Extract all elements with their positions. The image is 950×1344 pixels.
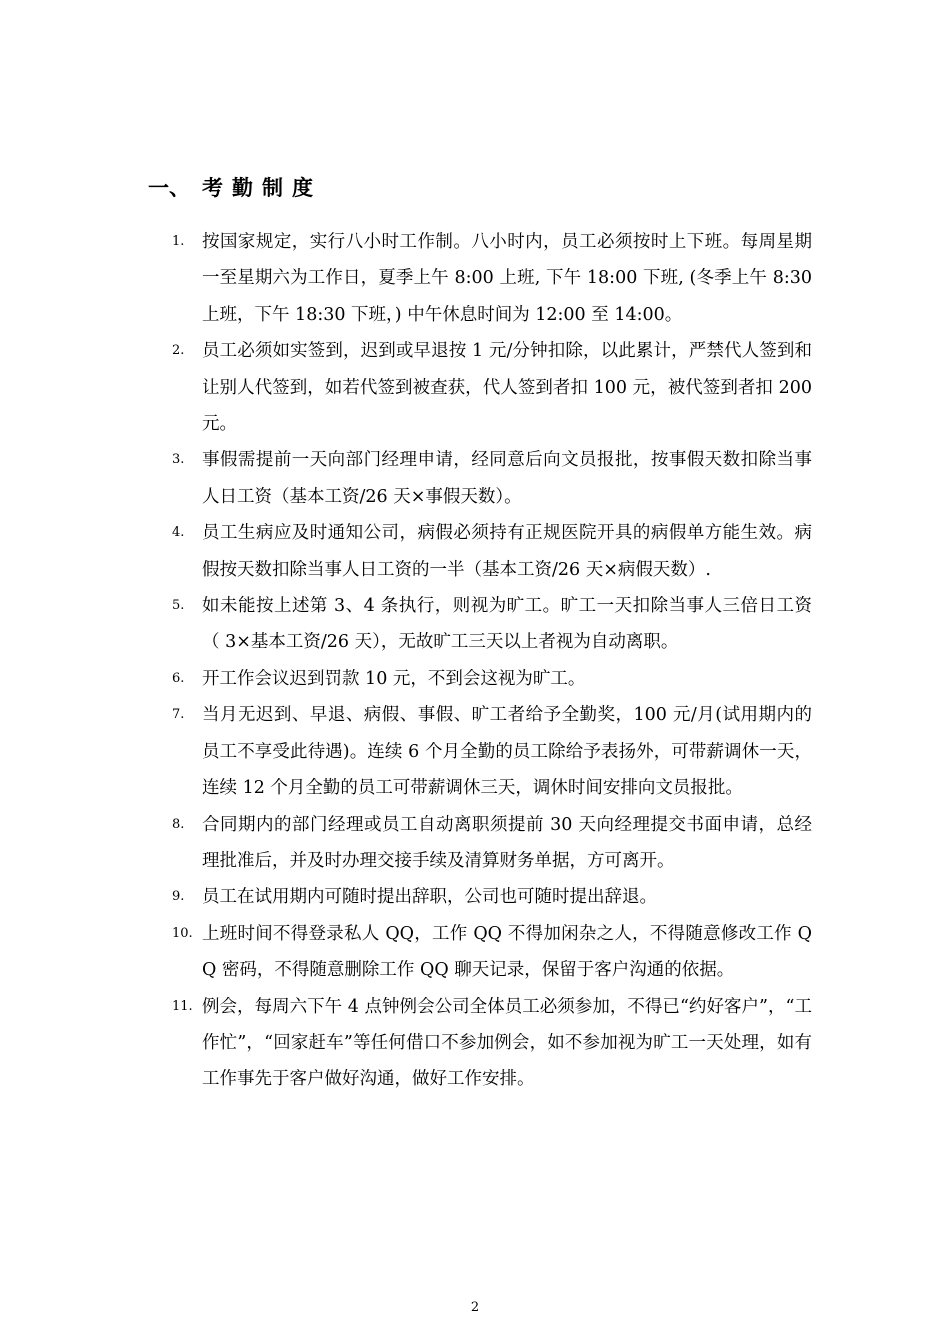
rule-item	[172, 879, 812, 915]
page-number: 2	[470, 1300, 480, 1315]
rule-text: 如未能按上述第 3、4 条执行，则视为旷工。旷工一天扣除当事人三倍日工资（ 3×基本工资/26 天），无故旷工三天以上者视为自动离职。	[202, 596, 812, 653]
rule-text: 当月无迟到、早退、病假、事假、旷工者给予全勤奖，100 元/月(试用期内的员工不享受此待遇)。连续 6 个月全勤的员工除给予表扬外，可带薪调休一天，连续 12 个月全勤的员工可带薪调休三天，调休时间安排向文员报批。	[202, 705, 812, 799]
rule-number: 11.	[172, 998, 193, 1014]
rule-number: 6.	[172, 670, 185, 686]
rule-number: 9.	[172, 889, 185, 905]
rule-item	[172, 697, 812, 806]
rule-number: 1.	[172, 234, 185, 249]
rule-item	[172, 989, 812, 1098]
rule-number: 7.	[172, 707, 185, 723]
rule-text: 员工生病应及时通知公司，病假必须持有正规医院开具的病假单方能生效。病假按天数扣除当事人日工资的一半（基本工资/26 天×病假天数）.	[202, 523, 812, 580]
rule-number: 4.	[172, 525, 185, 541]
section-number: 一、	[148, 176, 190, 200]
rule-number: 3.	[172, 452, 185, 468]
rule-list	[172, 224, 812, 1098]
rule-text: 按国家规定，实行八小时工作制。八小时内，员工必须按时上下班。每周星期一至星期六为工作日，夏季上午 8:00 上班, 下午 18:00 下班, (冬季上午 8:30 上班，下午 18:30 下班，) 中午休息时间为 12:00 至 14:00。	[202, 232, 812, 325]
rule-item	[172, 661, 812, 697]
rule-text: 员工在试用期内可随时提出辞职，公司也可随时提出辞退。	[202, 887, 657, 908]
rule-number: 5.	[172, 598, 185, 614]
rule-item	[172, 333, 812, 442]
section-title: 考勤制度	[202, 176, 322, 200]
rule-text: 例会，每周六下午 4 点钟例会公司全体员工必须参加，不得已“约好客户”，“工作忙”，“回家赶车”等任何借口不参加例会，如不参加视为旷工一天处理，如有工作事先于客户做好沟通，做好工作安排。	[202, 996, 812, 1090]
rule-item	[172, 916, 812, 989]
rule-text: 上班时间不得登录私人 QQ，工作 QQ 不得加闲杂之人，不得随意修改工作 QQ 密码，不得随意删除工作 QQ 聊天记录，保留于客户沟通的依据。	[202, 923, 812, 981]
rule-number: 10.	[172, 925, 193, 941]
rule-item	[172, 588, 812, 661]
rule-item	[172, 224, 812, 333]
rule-item	[172, 442, 812, 515]
rule-item	[172, 515, 812, 588]
rule-number: 8.	[172, 816, 185, 832]
rule-item	[172, 807, 812, 880]
rule-text: 开工作会议迟到罚款 10 元，不到会这视为旷工。	[202, 668, 586, 689]
rule-text: 合同期内的部门经理或员工自动离职须提前 30 天向经理提交书面申请，总经理批准后，并及时办理交接手续及清算财务单据，方可离开。	[202, 814, 812, 871]
rule-text: 员工必须如实签到，迟到或早退按 1 元/分钟扣除，以此累计，严禁代人签到和让别人代签到，如若代签到被查获，代人签到者扣 100 元，被代签到者扣 200 元。	[202, 341, 812, 435]
rule-text: 事假需提前一天向部门经理申请，经同意后向文员报批，按事假天数扣除当事人日工资（基本工资/26 天×事假天数）。	[202, 450, 812, 507]
rule-number: 2.	[172, 343, 185, 359]
section-heading	[148, 170, 322, 204]
